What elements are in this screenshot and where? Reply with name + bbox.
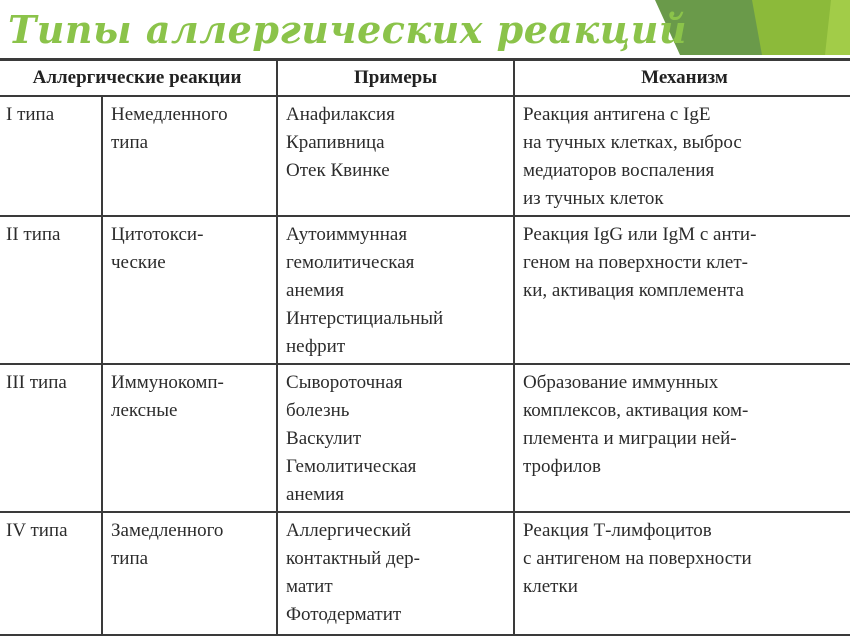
cell-type: II типа bbox=[0, 216, 102, 364]
cell-kind: Иммунокомп- лексные bbox=[102, 364, 277, 512]
cell-type: III типа bbox=[0, 364, 102, 512]
header-mechanism: Механизм bbox=[514, 61, 850, 96]
cell-kind: Цитотокси- ческие bbox=[102, 216, 277, 364]
table-row-type-2 bbox=[0, 216, 850, 364]
cell-type: I типа bbox=[0, 96, 102, 216]
cell-examples: Сывороточная болезнь Васкулит Гемолитическая анемия bbox=[277, 364, 514, 512]
slide-title: Типы аллергических реакций bbox=[8, 7, 688, 52]
cell-mechanism: Реакция IgG или IgM с анти- геном на поверхности клет- ки, активация комплемента bbox=[514, 216, 850, 364]
cell-mechanism: Образование иммунных комплексов, активация ком- племента и миграции ней- трофилов bbox=[514, 364, 850, 512]
cell-examples: Анафилаксия Крапивница Отек Квинке bbox=[277, 96, 514, 216]
cell-mechanism: Реакция Т-лимфоцитов с антигеном на поверхности клетки bbox=[514, 512, 850, 635]
table-row-type-3 bbox=[0, 364, 850, 512]
cell-mechanism: Реакция антигена с IgE на тучных клетках, выброс медиаторов воспаления из тучных клеток bbox=[514, 96, 850, 216]
table-row-type-4 bbox=[0, 512, 850, 635]
header-allergic-reactions: Аллергические реакции bbox=[0, 61, 277, 96]
cell-kind: Замедленного типа bbox=[102, 512, 277, 635]
cell-examples: Аллергический контактный дер- матит Фотодерматит bbox=[277, 512, 514, 635]
cell-type: IV типа bbox=[0, 512, 102, 635]
header-examples: Примеры bbox=[277, 61, 514, 96]
table-row-type-1 bbox=[0, 96, 850, 216]
allergic-reactions-table bbox=[0, 61, 850, 636]
cell-kind: Немедленного типа bbox=[102, 96, 277, 216]
cell-examples: Аутоиммунная гемолитическая анемия Интерстициальный нефрит bbox=[277, 216, 514, 364]
table-header-row bbox=[0, 61, 850, 96]
